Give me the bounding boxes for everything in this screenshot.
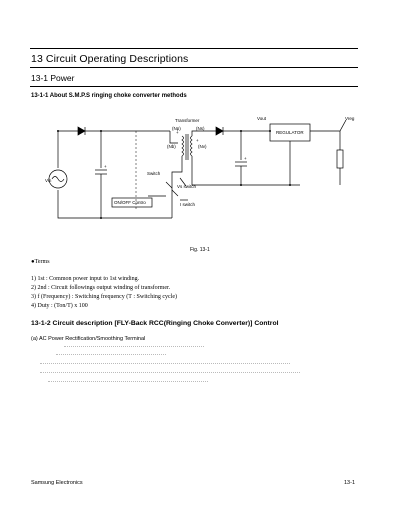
section2-title: 13-1-2 Circuit description [FLY-Back RCC(Ringing Choke Converter)] Control <box>31 320 279 327</box>
footer-page-number: 13-1 <box>344 480 356 486</box>
section-title: 13-1 Power <box>31 73 75 83</box>
label-vreg: Vreg <box>345 116 355 121</box>
faint-text-block <box>40 344 340 394</box>
label-nv: (Nv) <box>198 144 207 149</box>
label-regulator: REGULATOR <box>276 130 304 135</box>
term-item: 3) f (Frequency) : Switching frequency (T : Switching cycle) <box>31 294 178 300</box>
term-item: 4) Duty : (Ton/T) x 100 <box>31 303 88 309</box>
label-vs-switch: Vs switch <box>177 184 197 189</box>
label-i-switch: I switch <box>180 202 196 207</box>
label-vout: Vout <box>257 116 267 121</box>
label-np: (Np) <box>172 126 181 131</box>
label-nb: (Nb) <box>167 144 176 149</box>
label-vin: Vin <box>45 178 52 183</box>
svg-text:+: + <box>176 130 179 135</box>
figure-caption: Fig. 13-1 <box>190 247 210 253</box>
label-transformer: Transformer <box>175 118 200 123</box>
section2-subtitle: (a) AC Power Rectification/Smoothing Terminal <box>31 336 146 342</box>
svg-text:+: + <box>196 138 199 143</box>
svg-text:+: + <box>104 164 107 169</box>
chapter-title: 13 Circuit Operating Descriptions <box>31 53 189 65</box>
label-ns: (Ns) <box>196 126 205 131</box>
term-item: 1) 1st : Common power input to 1st winding. <box>31 276 140 282</box>
label-switch: Switch <box>147 171 161 176</box>
svg-text:+: + <box>244 156 247 161</box>
footer-left: Samsung Electronics <box>31 480 83 486</box>
term-item: 2) 2nd : Circuit followings output winding of transformer. <box>31 285 171 291</box>
label-onoff: ON/OFF Contro <box>114 200 146 205</box>
subsection-title: 13-1-1 About S.M.P.S ringing choke converter methods <box>31 93 187 99</box>
terms-heading: ●Terms <box>31 259 50 265</box>
